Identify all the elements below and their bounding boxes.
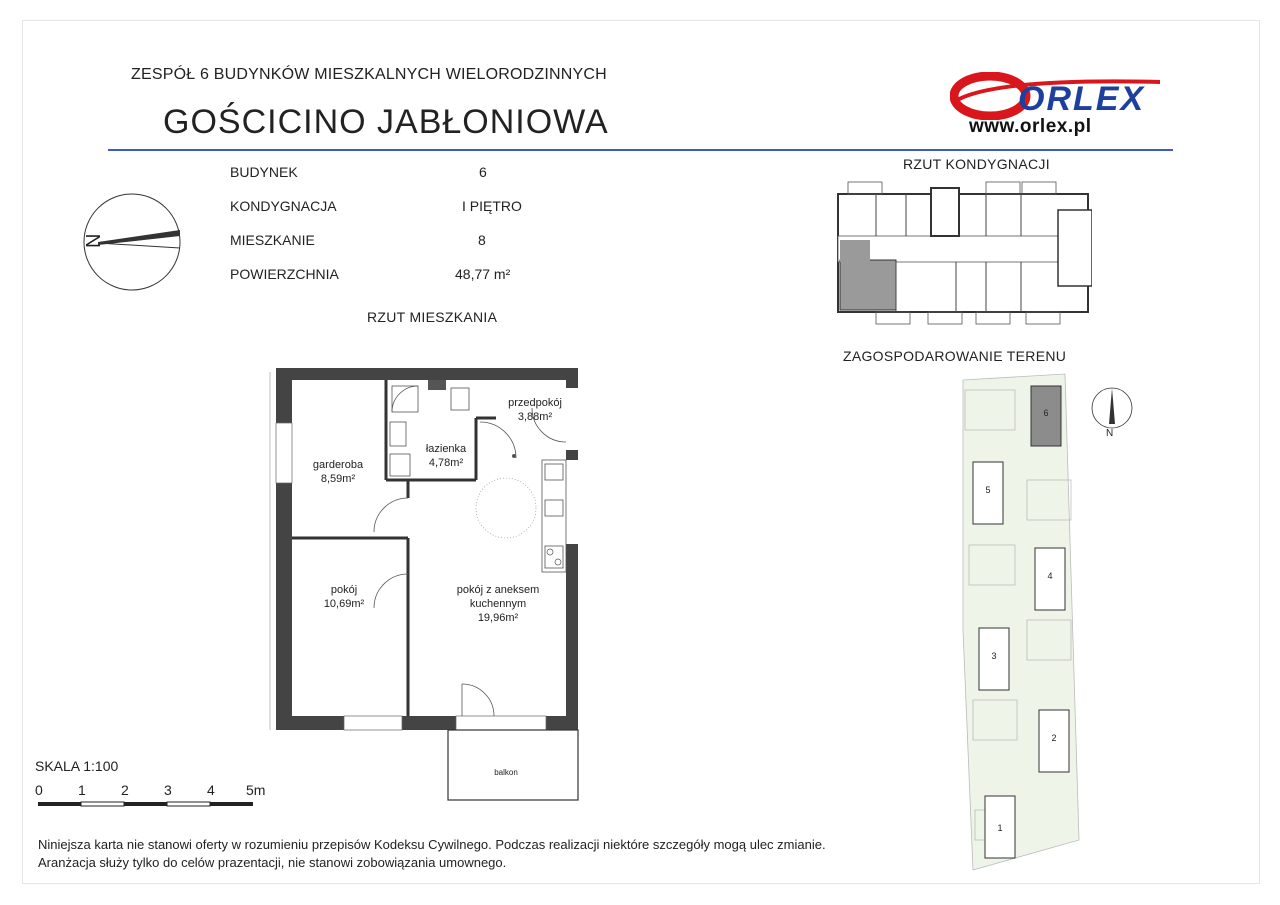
disclaimer	[38, 836, 826, 872]
site-compass	[1088, 384, 1138, 438]
room-area: 3,88m²	[517, 411, 553, 423]
project-title: GOŚCICINO JABŁONIOWA	[163, 103, 609, 141]
compass	[80, 190, 184, 294]
room-area: 19,96m²	[477, 612, 519, 624]
room-area: 10,69m²	[323, 598, 365, 610]
info-label-floor: KONDYGNACJA	[230, 198, 337, 214]
site-compass-letter: N	[1106, 428, 1114, 438]
info-value-building: 6	[479, 164, 487, 180]
caption-apartment-plan: RZUT MIESZKANIA	[367, 309, 498, 325]
logo-brand-text: ORLEX	[1018, 80, 1146, 118]
building-floor-plan	[836, 180, 1092, 330]
highlighted-apartment	[840, 260, 896, 310]
scale-tick-5: 5m	[246, 782, 266, 798]
caption-floor-plan: RZUT KONDYGNACJI	[903, 156, 1050, 172]
logo-url: www.orlex.pl	[969, 116, 1092, 137]
room-living-kitchen	[442, 583, 554, 625]
room-name: przedpokój	[508, 397, 562, 409]
scale-tick-2: 2	[121, 782, 129, 798]
room-name: garderoba	[312, 459, 364, 471]
room-area: 4,78m²	[428, 457, 464, 469]
scale-tick-4: 4	[207, 782, 215, 798]
room-name: pokój	[330, 584, 358, 596]
project-subtitle: ZESPÓŁ 6 BUDYNKÓW MIESZKALNYCH WIELORODZINNYCH	[131, 66, 607, 83]
info-value-apartment: 8	[478, 232, 486, 248]
site-building-2-label: 2	[1051, 733, 1057, 743]
site-building-5-label: 5	[985, 485, 991, 495]
scale-tick-1: 1	[78, 782, 86, 798]
info-value-area: 48,77 m²	[455, 266, 511, 282]
site-building-4-label: 4	[1047, 571, 1053, 581]
disclaimer-line-2: Aranżacja służy tylko do celów prazentacji, nie stanowi zobowiązania umownego.	[38, 855, 507, 870]
site-building-1-label: 1	[997, 823, 1003, 833]
scale-tick-3: 3	[164, 782, 172, 798]
orlex-logo	[950, 72, 1180, 120]
room-area: 8,59m²	[320, 473, 356, 485]
room-bathroom	[414, 442, 478, 470]
caption-site-plan: ZAGOSPODAROWANIE TERENU	[843, 348, 1067, 364]
info-label-area: POWIERZCHNIA	[230, 266, 339, 282]
room-name: pokój z aneksem kuchennym	[456, 584, 540, 610]
scale-tick-0: 0	[35, 782, 43, 798]
room-balcony: balkon	[494, 768, 518, 777]
site-building-6-label: 6	[1043, 408, 1049, 418]
room-hallway	[500, 396, 570, 424]
room-name: łazienka	[425, 443, 467, 455]
site-plan	[945, 370, 1085, 880]
site-building-3-label: 3	[991, 651, 997, 661]
room-bedroom	[312, 583, 376, 611]
compass-letter: N	[83, 233, 105, 248]
header-divider	[108, 149, 1173, 151]
compass-needle-icon	[98, 230, 180, 245]
info-label-building: BUDYNEK	[230, 164, 298, 180]
room-wardrobe	[306, 458, 370, 486]
info-value-floor: I PIĘTRO	[462, 198, 522, 214]
disclaimer-line-1: Niniejsza karta nie stanowi oferty w rozumieniu przepisów Kodeksu Cywilnego. Podczas realizacji niektóre szczegóły mogą ulec zmianie.	[38, 837, 826, 852]
info-label-apartment: MIESZKANIE	[230, 232, 315, 248]
scale-label: SKALA 1:100	[35, 758, 119, 774]
site-compass-needle-icon	[1109, 388, 1115, 424]
scale-bar	[38, 800, 258, 808]
